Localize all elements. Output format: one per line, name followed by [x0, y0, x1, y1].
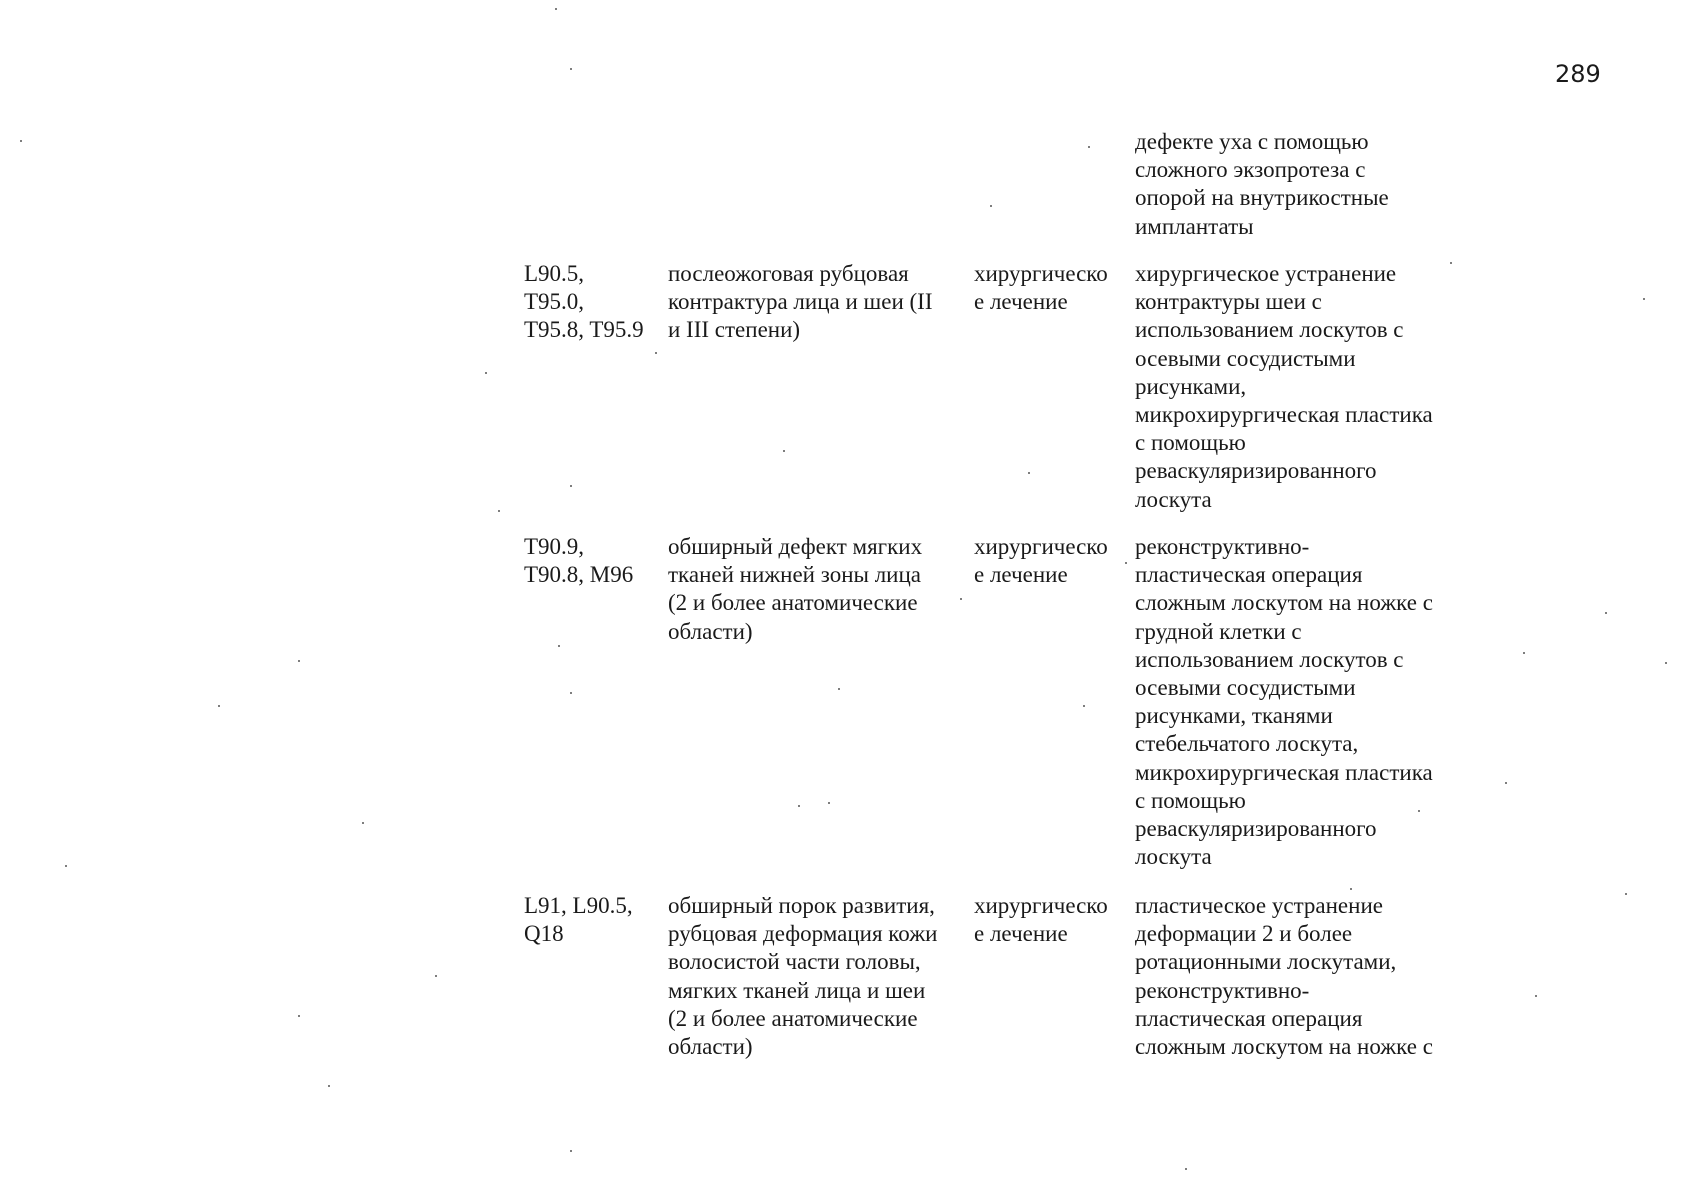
scan-speck [990, 205, 992, 207]
scan-speck [298, 1015, 300, 1017]
code-cell: L91, L90.5, Q18 [524, 893, 633, 947]
treatment-type-cell: хирургическо е лечение [974, 261, 1108, 315]
scan-speck [498, 510, 500, 512]
scan-speck [570, 1150, 572, 1152]
scan-speck [558, 645, 560, 647]
diagnosis-cell: послеожоговая рубцовая контрактура лица и шеи (II и III степени) [668, 261, 933, 343]
scan-speck [1185, 1168, 1187, 1170]
scan-speck [328, 1085, 330, 1087]
method-cell: пластическое устранение деформации 2 и более ротационными лоскутами, реконструктивно- пластическая операция сложным лоскутом на ножке с [1135, 893, 1433, 1060]
treatment-type-cell: хирургическо е лечение [974, 893, 1108, 947]
scan-speck [1523, 652, 1525, 654]
diagnosis-cell: обширный порок развития, рубцовая деформация кожи волосистой части головы, мягких тканей лица и шеи (2 и более анатомические области) [668, 893, 938, 1060]
scan-speck [828, 802, 830, 804]
scan-speck [798, 805, 800, 807]
scan-speck [570, 485, 572, 487]
method-cell: реконструктивно- пластическая операция сложным лоскутом на ножке с грудной клетки с использованием лоскутов с осевыми сосудистыми рисунками, тканями стебельчатого лоскута, микрохирургическая пластика с помощью реваскуляризированного лоскута [1135, 534, 1433, 870]
scan-speck [1643, 298, 1645, 300]
scan-speck [1450, 262, 1452, 264]
method-cell: дефекте уха с помощью сложного экзопротеза с опорой на внутрикостные имплантаты [1135, 129, 1389, 239]
scan-speck [570, 692, 572, 694]
scan-speck [1350, 888, 1352, 890]
scan-speck [20, 140, 22, 142]
scan-speck [960, 598, 962, 600]
scan-speck [298, 660, 300, 662]
diagnosis-cell: обширный дефект мягких тканей нижней зоны лица (2 и более анатомические области) [668, 534, 923, 644]
method-cell: хирургическое устранение контрактуры шеи с использованием лоскутов с осевыми сосудистыми рисунками, микрохирургическая пластика с помощью реваскуляризированного лоскута [1135, 261, 1433, 512]
scan-speck [838, 688, 840, 690]
scan-speck [1665, 662, 1667, 664]
scan-speck [1505, 782, 1507, 784]
scan-speck [783, 450, 785, 452]
scan-speck [1125, 562, 1127, 564]
scan-speck [1418, 810, 1420, 812]
scan-speck [570, 68, 572, 70]
scan-speck [65, 865, 67, 867]
scan-speck [1028, 472, 1030, 474]
page-number: 289 [1555, 60, 1601, 88]
scan-speck [485, 372, 487, 374]
scan-speck [1083, 705, 1085, 707]
scan-speck [362, 822, 364, 824]
scan-speck [655, 352, 657, 354]
scan-speck [1605, 612, 1607, 614]
scan-speck [1535, 995, 1537, 997]
scan-speck [435, 975, 437, 977]
scan-speck [1625, 893, 1627, 895]
code-cell: L90.5, T95.0, T95.8, T95.9 [524, 261, 644, 343]
treatment-type-cell: хирургическо е лечение [974, 534, 1108, 588]
scan-speck [555, 8, 557, 10]
scan-speck [218, 705, 220, 707]
scan-speck [1088, 146, 1090, 148]
code-cell: T90.9, T90.8, M96 [524, 534, 634, 588]
